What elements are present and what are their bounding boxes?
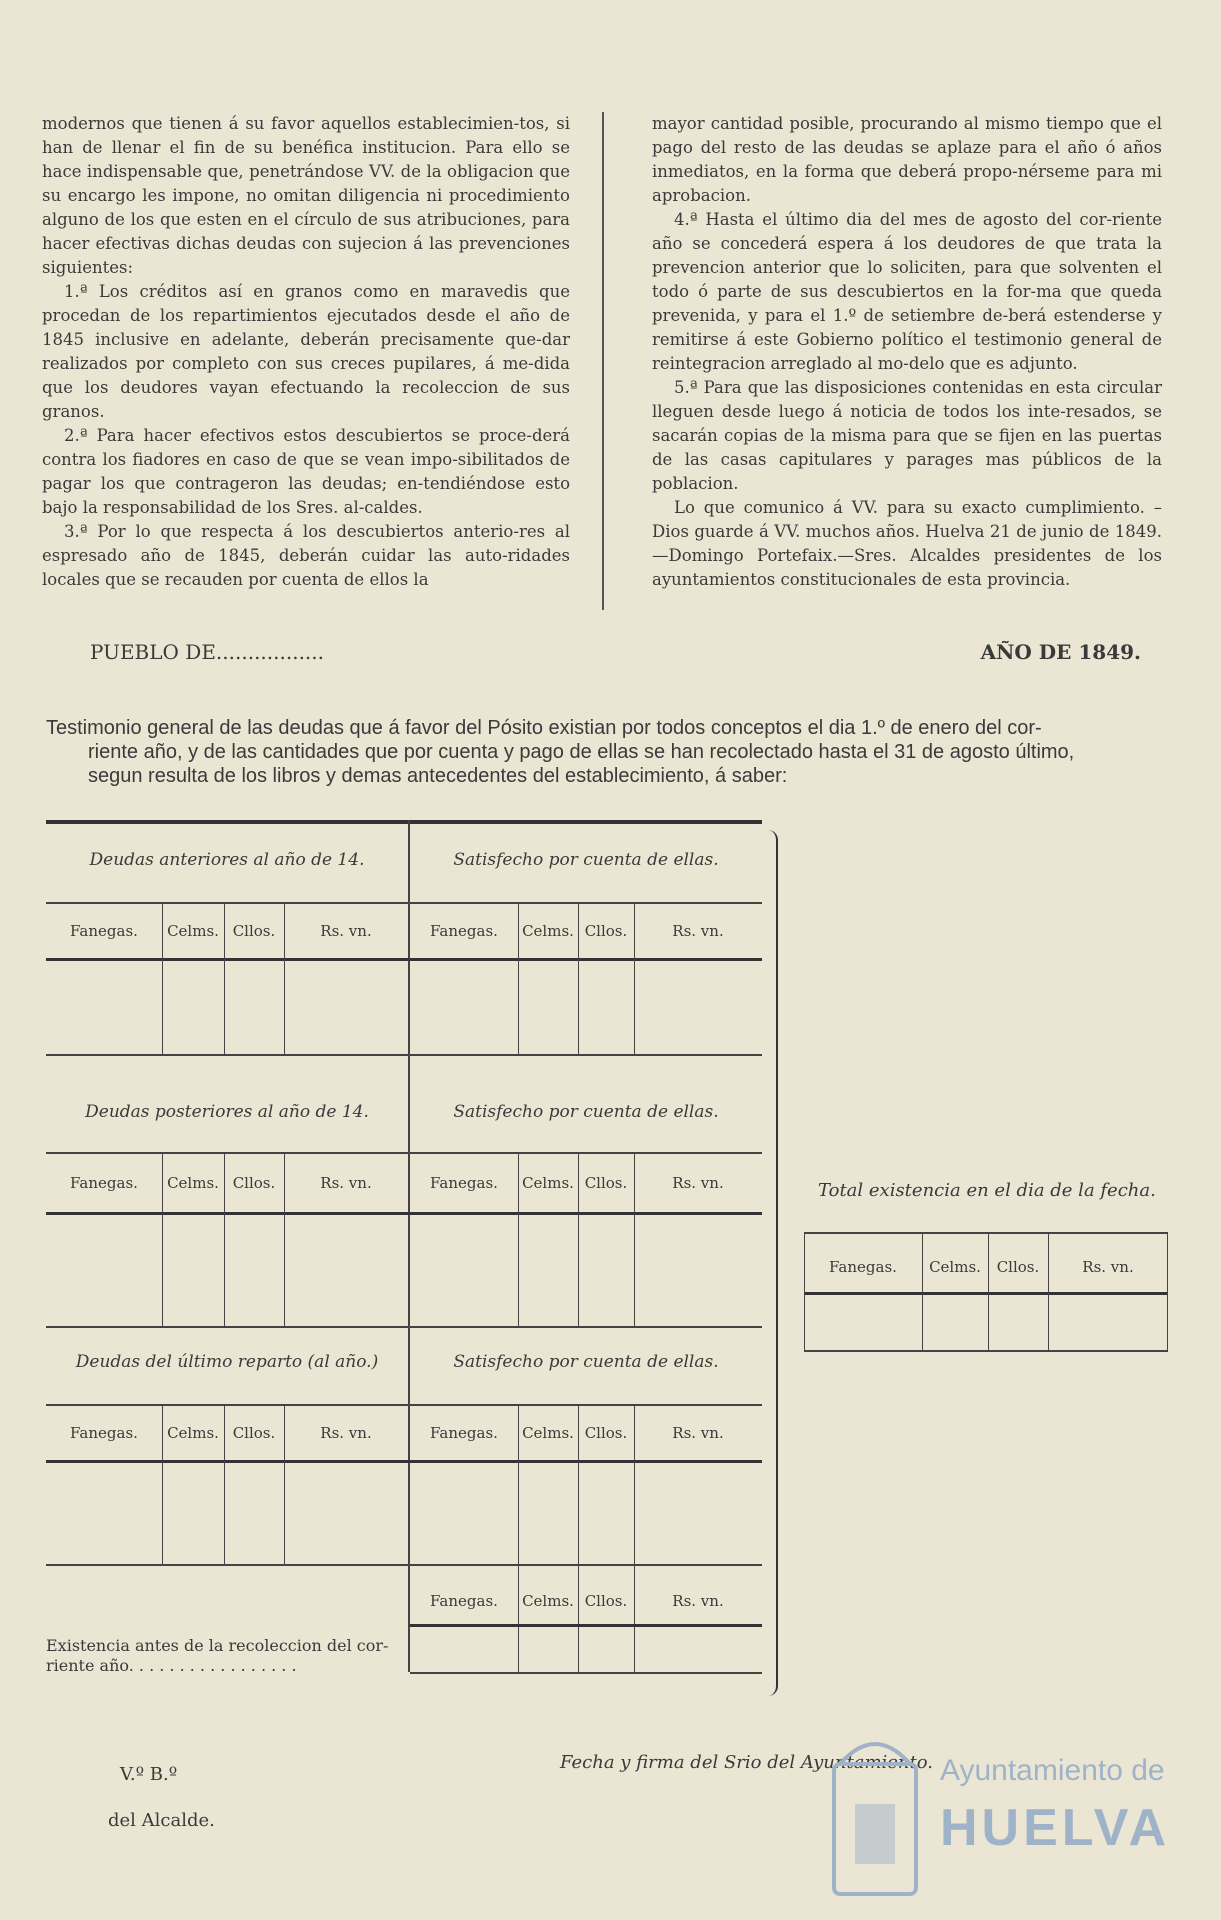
paragraph: Lo que comunico á VV. para su exacto cumplimiento. –Dios guarde á VV. muchos años. Huelva 21 de junio de 1849.—Domingo Portefaix.—Sres. Alcaldes presidentes de los ayuntamientos constitucionales de esta provincia. — [652, 498, 1162, 589]
col-cllos: Cllos. — [232, 1174, 276, 1192]
col-fanegas: Fanegas. — [70, 1424, 138, 1442]
pueblo-label: PUEBLO DE................. — [90, 640, 325, 664]
section-2-right-caption: Satisfecho por cuenta de ellas. — [453, 1102, 719, 1122]
brace — [762, 830, 778, 1696]
fecha-firma: Fecha y firma del Srio del Ayuntamiento. — [560, 1752, 933, 1773]
paragraph: 3.ª Por lo que respecta á los descubiertos anterio-res al espresado año de 1845, deberán cuidar las auto-ridades locales que se recauden por cuenta de ellos la — [42, 522, 570, 589]
section-1-right-caption: Satisfecho por cuenta de ellas. — [453, 850, 719, 870]
col-cllos: Cllos. — [584, 1592, 628, 1610]
paragraph: modernos que tienen á su favor aquellos establecimien-tos, si han de llenar el fin de su benéfica institucion. Para ello se hace indispensable que, penetrándose VV. de la obligacion que su encargo les impone, no omitan diligencia ni procedimiento alguno de los que esten en el círculo de sus atribuciones, para hacer efectivas dichas deudas con sujecion á las prevenciones siguientes: — [42, 114, 570, 277]
col-celms: Celms. — [522, 922, 574, 940]
col-celms: Celms. — [522, 1424, 574, 1442]
section-3-right-caption: Satisfecho por cuenta de ellas. — [453, 1352, 719, 1372]
col-rsvn: Rs. vn. — [320, 1174, 372, 1192]
section-3-left-caption: Deudas del último reparto (al año.) — [75, 1352, 379, 1372]
col-celms: Celms. — [929, 1258, 981, 1276]
ayuntamiento-watermark — [810, 1718, 1180, 1908]
paragraph: 4.ª Hasta el último dia del mes de agosto del cor-riente año se concederá espera á los deudores de que trata la prevencion anterior que lo soliciten, para que solventen el todo ó parte de sus descubiertos en la for-ma que queda prevenida, y para el 1.º de setiembre de-berá estenderse y remitirse á este Gobierno político el testimonio general de reintegracion arreglado al mo-delo que es adjunto. — [652, 210, 1162, 373]
right-text-column — [652, 112, 1162, 592]
col-cllos: Cllos. — [996, 1258, 1040, 1276]
col-rsvn: Rs. vn. — [672, 1592, 724, 1610]
left-text-column — [42, 112, 570, 592]
intro-line: riente año, y de las cantidades que por cuenta y pago de ellas se han recolectado hasta el 31 de agosto último, — [88, 741, 1075, 763]
col-rsvn: Rs. vn. — [320, 922, 372, 940]
paragraph: 2.ª Para hacer efectivos estos descubiertos se proce-derá contra los fiadores en caso de que se vean impo-sibilitados de pagar los que contrageron las deudas; en-tendiéndose esto bajo la responsabilidad de los Sres. al-caldes. — [42, 426, 570, 517]
col-rsvn: Rs. vn. — [320, 1424, 372, 1442]
watermark-line1: Ayuntamiento de — [940, 1754, 1165, 1787]
col-fanegas: Fanegas. — [430, 922, 498, 940]
col-fanegas: Fanegas. — [70, 1174, 138, 1192]
col-rsvn: Rs. vn. — [672, 922, 724, 940]
section-1-left-caption: Deudas anteriores al año de 14. — [89, 850, 365, 870]
col-celms: Celms. — [167, 1174, 219, 1192]
col-cllos: Cllos. — [584, 1424, 628, 1442]
col-cllos: Cllos. — [232, 1424, 276, 1442]
col-fanegas: Fanegas. — [430, 1424, 498, 1442]
col-celms: Celms. — [167, 922, 219, 940]
paragraph: mayor cantidad posible, procurando al mismo tiempo que el pago del resto de las deudas se aplaze para el año ó años inmediatos, en la forma que deberá propo-nérseme para mi aprobacion. — [652, 114, 1162, 205]
coat-of-arms-icon — [820, 1724, 930, 1904]
col-rsvn: Rs. vn. — [1082, 1258, 1134, 1276]
column-divider — [602, 112, 604, 610]
paragraph: 5.ª Para que las disposiciones contenidas en esta circular lleguen desde luego á noticia de todos los inte-resados, se sacarán copias de la misma para que se fijen en las puertas de las casas capitulares y parages mas públicos de la poblacion. — [652, 378, 1162, 493]
col-fanegas: Fanegas. — [829, 1258, 897, 1276]
alcalde-label: del Alcalde. — [108, 1810, 215, 1831]
intro-line: segun resulta de los libros y demas antecedentes del establecimiento, á saber: — [88, 765, 788, 787]
total-table — [804, 1232, 1168, 1352]
col-rsvn: Rs. vn. — [672, 1174, 724, 1192]
col-celms: Celms. — [522, 1592, 574, 1610]
year-label: AÑO DE 1849. — [980, 640, 1141, 664]
col-rsvn: Rs. vn. — [672, 1424, 724, 1442]
section-2-left-caption: Deudas posteriores al año de 14. — [85, 1102, 369, 1122]
intro-line: Testimonio general de las deudas que á favor del Pósito existian por todos conceptos el dia 1.º de enero del cor- — [46, 717, 1042, 739]
col-celms: Celms. — [167, 1424, 219, 1442]
existencia-label: Existencia antes de la recoleccion del cor-riente año. . . . . . . . . . . . . . . . . — [46, 1636, 389, 1675]
total-caption: Total existencia en el dia de la fecha. — [818, 1180, 1156, 1201]
col-fanegas: Fanegas. — [430, 1592, 498, 1610]
debt-table — [46, 820, 766, 1700]
col-fanegas: Fanegas. — [70, 922, 138, 940]
col-fanegas: Fanegas. — [430, 1174, 498, 1192]
col-cllos: Cllos. — [584, 1174, 628, 1192]
visto-bueno: V.º B.º — [120, 1764, 178, 1785]
col-celms: Celms. — [522, 1174, 574, 1192]
col-cllos: Cllos. — [584, 922, 628, 940]
form-intro — [46, 716, 1176, 788]
paragraph: 1.ª Los créditos así en granos como en maravedis que procedan de los repartimientos ejecutados desde el año de 1845 inclusive en adelante, deberán precisamente que-dar realizados por completo con sus creces pupilares, á me-dida que los deudores vayan efectuando la recoleccion de sus granos. — [42, 282, 570, 421]
watermark-line2: HUELVA — [940, 1799, 1171, 1857]
col-cllos: Cllos. — [232, 922, 276, 940]
